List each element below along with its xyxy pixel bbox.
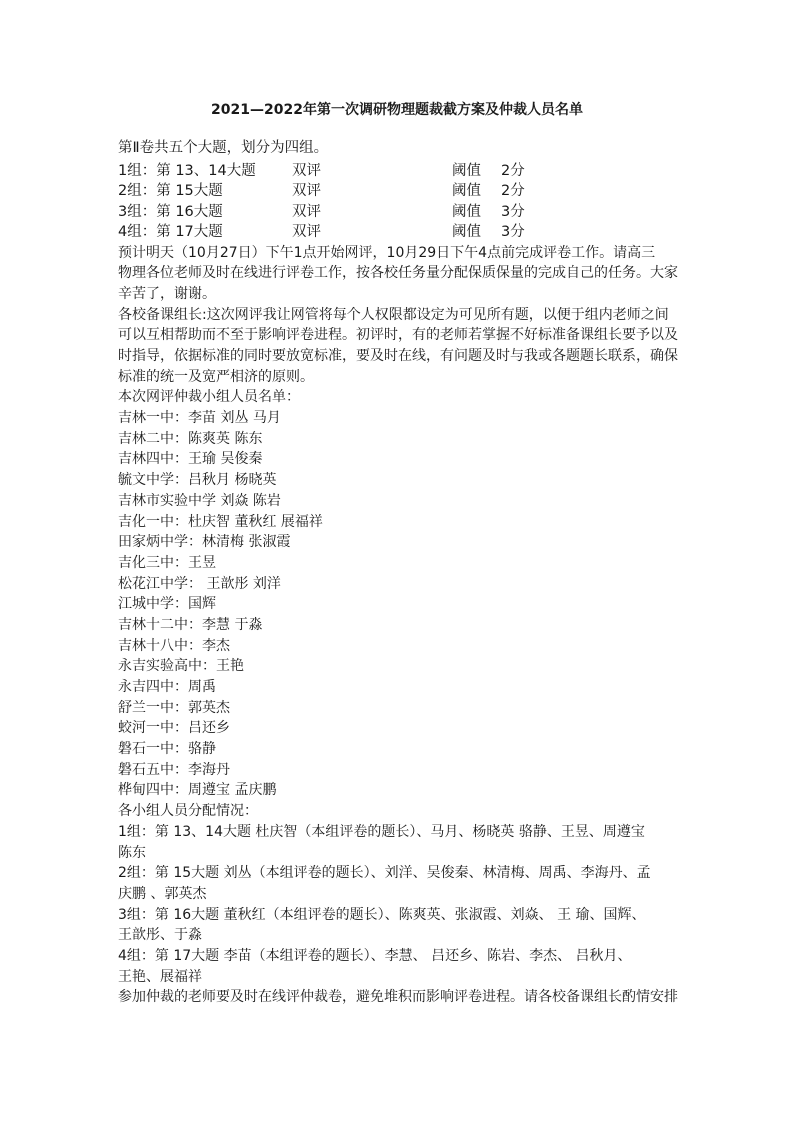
allocation-line: 3组：第 16大题 董秋红（本组评卷的题长）、陈爽英、张淑霞、刘焱、 王 瑜、国辉、 — [118, 906, 646, 923]
paragraph-line: 可以互相帮助而不至于影响评卷进程。初评时，有的老师若掌握不好标准备课组长要予以及 — [118, 327, 678, 344]
allocation-line: 王艳、展福祥 — [118, 968, 202, 985]
group-threshold-value: 2分 — [501, 163, 525, 179]
group-row — [118, 222, 684, 242]
paragraph-line: 辛苦了，谢谢。 — [118, 285, 216, 302]
allocation-line: 4组：第 17大题 李苗（本组评卷的题长）、李慧、 吕还乡、陈岩、李杰、 吕秋月、 — [118, 947, 632, 964]
list-item: 蛟河一中：吕还乡 — [118, 720, 230, 737]
list-item: 永吉实验高中：王艳 — [118, 658, 244, 675]
list-item: 吉林十八中：李杰 — [118, 637, 230, 654]
list-item: 磐石五中：李海丹 — [118, 761, 230, 778]
list-item: 吉林十二中：李慧 于淼 — [118, 616, 263, 633]
group-label: 3组：第 16大题 — [118, 203, 223, 220]
page-title: 2021—2022年第一次调研物理题裁截方案及仲裁人员名单 — [211, 102, 583, 118]
group-threshold-value: 2分 — [501, 183, 525, 200]
group-row — [118, 202, 684, 222]
group-label: 1组：第 13、14大题 — [118, 163, 256, 179]
list-item: 松花江中学： 王歆彤 刘洋 — [118, 575, 281, 592]
list-item: 舒兰一中：郭英杰 — [118, 699, 230, 716]
group-label: 4组：第 17大题 — [118, 224, 223, 241]
group-threshold-value: 3分 — [501, 203, 525, 220]
group-row — [118, 181, 684, 201]
group-threshold-value: 3分 — [501, 224, 525, 241]
paragraph-line: 预计明天（10月27日）下午1点开始网评，10月29日下午4点前完成评卷工作。请高三 — [118, 244, 656, 261]
list-item: 毓文中学：吕秋月 杨晓英 — [118, 472, 277, 489]
group-type: 双评 — [292, 224, 321, 241]
list-item: 田家炳中学：林清梅 张淑霞 — [118, 534, 291, 551]
group-label: 2组：第 15大题 — [118, 183, 223, 200]
paragraph-line: 各校备课组长:这次网评我让网管将每个人权限都设定为可见所有题，以便于组内老师之间 — [118, 306, 669, 323]
group-threshold-label: 阈值 — [452, 183, 481, 200]
list-item: 桦甸四中：周遵宝 孟庆鹏 — [118, 782, 277, 799]
paragraph-line: 标准的统一及宽严相济的原则。 — [118, 368, 314, 385]
paragraph-line: 时指导，依据标准的同时要放宽标准，要及时在线，有问题及时与我或各题题长联系，确保 — [118, 348, 678, 364]
allocation-line: 王歆彤、于淼 — [118, 927, 202, 944]
closing-line: 参加仲裁的老师要及时在线评仲裁卷，避免堆积而影响评卷进程。请各校备课组长酌情安排 — [118, 989, 678, 1006]
list-item: 吉化一中：杜庆智 董秋红 展福祥 — [118, 513, 323, 530]
list-item: 吉林二中：陈爽英 陈东 — [118, 430, 263, 447]
group-type: 双评 — [292, 203, 321, 220]
group-row — [118, 161, 684, 181]
document-body — [118, 137, 684, 1008]
notice-paragraph — [118, 305, 684, 388]
intro-line: 第Ⅱ卷共五个大题，划分为四组。 — [118, 140, 329, 156]
allocation-line: 1组：第 13、14大题 杜庆智（本组评卷的题长）、马月、杨晓英 骆静、王昱、周遵宝 — [118, 823, 645, 840]
allocation-heading: 各小组人员分配情况： — [118, 803, 258, 820]
list-item: 磐石一中：骆静 — [118, 741, 216, 758]
schedule-paragraph — [118, 243, 684, 305]
arbitration-heading: 本次网评仲裁小组人员名单： — [118, 389, 300, 406]
arbitration-list — [118, 408, 684, 801]
list-item: 吉林四中：王瑜 吴俊秦 — [118, 451, 263, 468]
group-type: 双评 — [292, 183, 321, 200]
allocation-line: 2组：第 15大题 刘丛（本组评卷的题长）、刘洋、吴俊秦、林清梅、周禹、李海丹、孟 — [118, 865, 651, 882]
group-threshold-label: 阈值 — [452, 224, 481, 241]
group-table — [118, 161, 684, 243]
list-item: 吉化三中：王昱 — [118, 554, 216, 571]
list-item: 永吉四中：周禹 — [118, 679, 216, 695]
group-threshold-label: 阈值 — [452, 203, 481, 220]
list-item: 吉林市实验中学 刘焱 陈岩 — [118, 492, 281, 509]
group-type: 双评 — [292, 163, 321, 179]
list-item: 江城中学：国辉 — [118, 596, 216, 613]
allocation-line: 庆鹏 、郭英杰 — [118, 885, 207, 902]
allocation-line: 陈东 — [118, 844, 146, 861]
group-threshold-label: 阈值 — [452, 163, 481, 179]
list-item: 吉林一中：李苗 刘丛 马月 — [118, 410, 281, 427]
allocation-list — [118, 822, 684, 988]
paragraph-line: 物理各位老师及时在线进行评卷工作，按各校任务量分配保质保量的完成自己的任务。大家 — [118, 265, 678, 282]
